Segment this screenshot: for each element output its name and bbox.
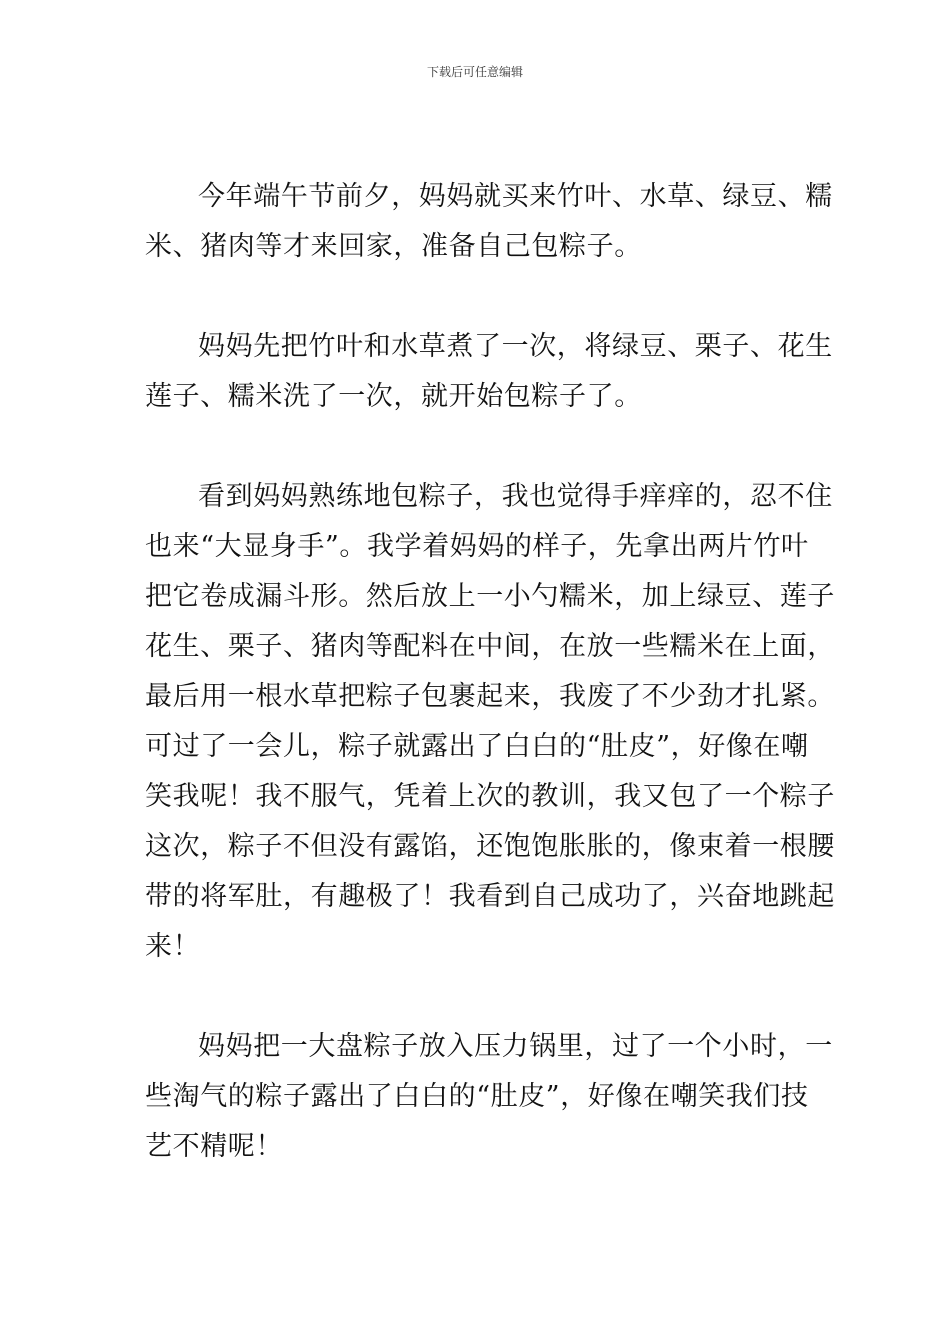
paragraph-line: 可过了一会儿，粽子就露出了白白的“肚皮”，好像在嘲 (145, 731, 809, 762)
paragraph (145, 472, 835, 972)
paragraph-line: 些淘气的粽子露出了白白的“肚皮”，好像在嘲笑我们技 (145, 1081, 809, 1112)
paragraph-line: 这次，粽子不但没有露馅，还饱饱胀胀的，像束着一根腰 (145, 831, 835, 862)
paragraph-line: 看到妈妈熟练地包粽子，我也觉得手痒痒的，忍不住 (198, 481, 833, 512)
paragraph-line: 最后用一根水草把粽子包裹起来，我废了不少劲才扎紧。 (145, 681, 835, 712)
paragraph-line: 艺不精呢！ (145, 1131, 283, 1162)
paragraph (145, 1022, 833, 1172)
paragraph-line: 妈妈先把竹叶和水草煮了一次，将绿豆、栗子、花生 (198, 331, 833, 362)
paragraph-line: 莲子、糯米洗了一次，就开始包粽子了。 (145, 381, 642, 412)
paragraph-spacer (145, 422, 810, 472)
paragraph-spacer (145, 972, 810, 1022)
paragraph-line: 花生、栗子、猪肉等配料在中间，在放一些糯米在上面， (145, 631, 835, 662)
paragraph-line: 也来“大显身手”。我学着妈妈的样子，先拿出两片竹叶 (145, 531, 809, 562)
paragraph-line: 来！ (145, 931, 201, 962)
paragraph-line: 笑我呢！我不服气，凭着上次的教训，我又包了一个粽子 (145, 781, 835, 812)
paragraph (145, 172, 833, 272)
page-header: 下载后可任意编辑 (426, 65, 523, 79)
paragraph-line: 米、猪肉等才来回家，准备自己包粽子。 (145, 231, 642, 262)
paragraph-line: 今年端午节前夕，妈妈就买来竹叶、水草、绿豆、糯 (198, 181, 833, 212)
paragraph-line: 把它卷成漏斗形。然后放上一小勺糯米，加上绿豆、莲子 (145, 581, 835, 612)
paragraph (145, 322, 833, 422)
paragraph-line: 带的将军肚，有趣极了！我看到自己成功了，兴奋地跳起 (145, 881, 835, 912)
paragraph-line: 妈妈把一大盘粽子放入压力锅里，过了一个小时，一 (198, 1031, 833, 1062)
document-body (145, 172, 835, 1172)
paragraph-spacer (145, 272, 810, 322)
